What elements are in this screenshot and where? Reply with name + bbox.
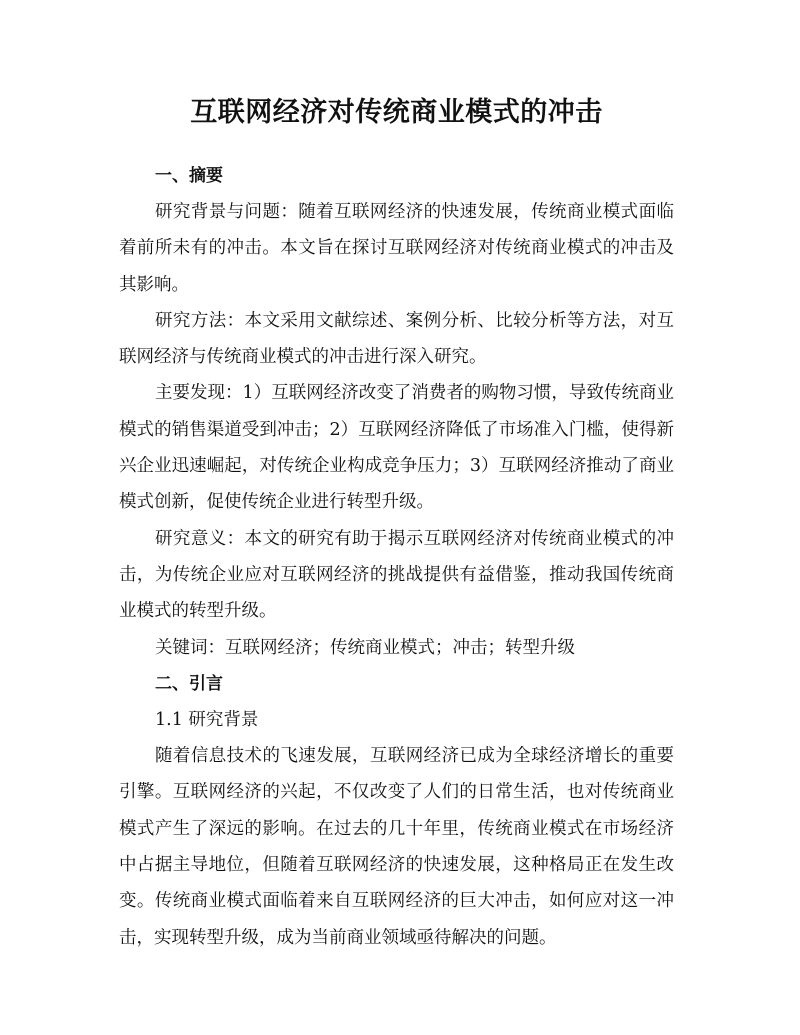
introduction-paragraph: 随着信息技术的飞速发展，互联网经济已成为全球经济增长的重要引擎。互联网经济的兴起，不仅改变了人们的日常生活，也对传统商业模式产生了深远的影响。在过去的几十年里，传统商业模式在市场经济中占据主导地位，但随着互联网经济的快速发展，这种格局正在发生改变。传统商业模式面临着来自互联网经济的巨大冲击，如何应对这一冲击，实现转型升级，成为当前商业领域亟待解决的问题。 — [119, 746, 674, 948]
subsection-heading-background: 1.1 研究背景 — [155, 709, 259, 730]
section-heading-introduction: 二、引言 — [155, 673, 223, 694]
section-heading-abstract: 一、摘要 — [155, 166, 223, 186]
abstract-findings-paragraph: 主要发现：1）互联网经济改变了消费者的购物习惯，导致传统商业模式的销售渠道受到冲击；2）互联网经济降低了市场准入门槛，使得新兴企业迅速崛起，对传统企业构成竞争压力；3）互联网经济推动了商业模式创新，促使传统企业进行转型升级。 — [119, 383, 674, 513]
keywords-paragraph: 关键词：互联网经济；传统商业模式；冲击；转型升级 — [155, 637, 575, 658]
abstract-significance-paragraph: 研究意义：本文的研究有助于揭示互联网经济对传统商业模式的冲击，为传统企业应对互联网经济的挑战提供有益借鉴，推动我国传统商业模式的转型升级。 — [119, 528, 674, 622]
document-body — [119, 86, 674, 956]
abstract-background-paragraph: 研究背景与问题：随着互联网经济的快速发展，传统商业模式面临着前所未有的冲击。本文旨在探讨互联网经济对传统商业模式的冲击及其影响。 — [119, 202, 674, 295]
abstract-method-paragraph: 研究方法：本文采用文献综述、案例分析、比较分析等方法，对互联网经济与传统商业模式的冲击进行深入研究。 — [119, 310, 674, 368]
document-title: 互联网经济对传统商业模式的冲击 — [190, 97, 603, 128]
